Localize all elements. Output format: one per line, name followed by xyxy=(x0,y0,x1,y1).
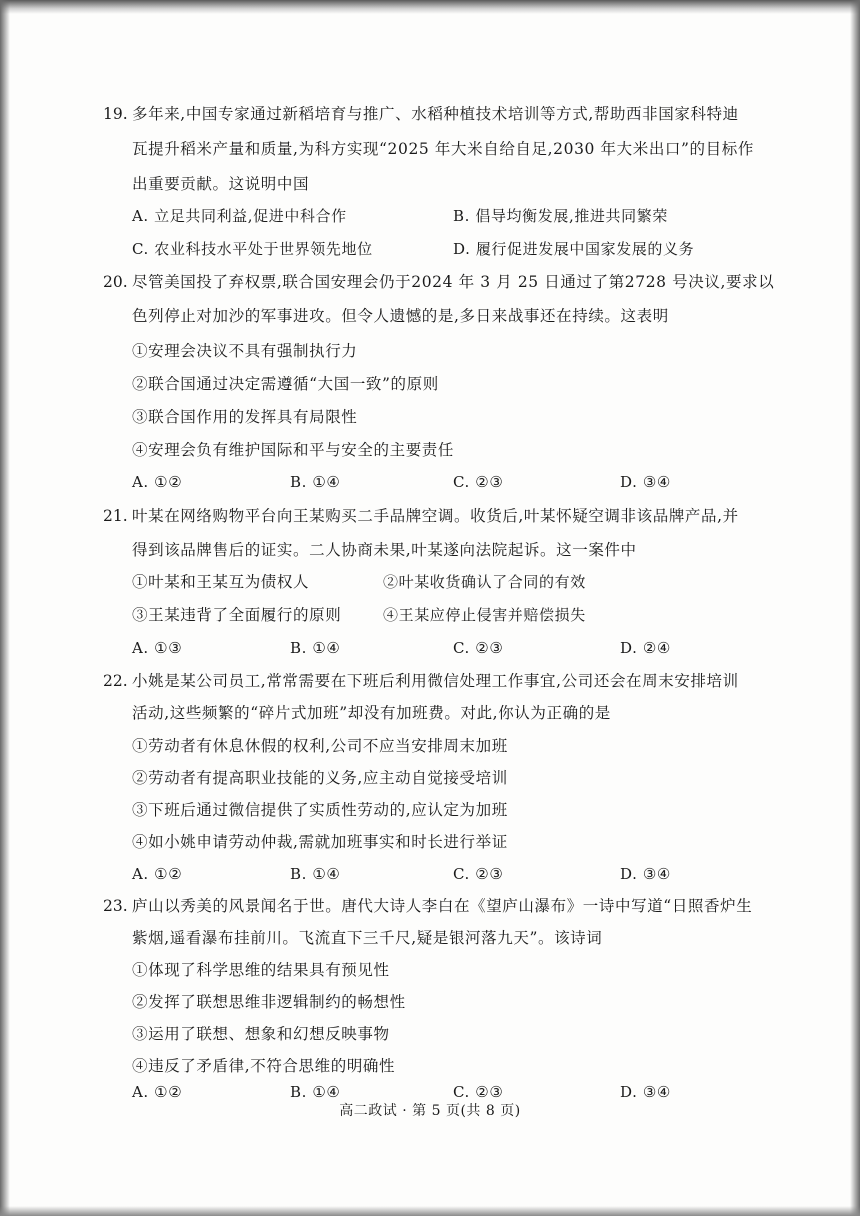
statement: ②劳动者有提高职业技能的义务,应主动自觉接受培训 xyxy=(132,769,508,787)
question-stem-line: 得到该品牌售后的证实。二人协商未果,叶某遂向法院起诉。这一案件中 xyxy=(132,541,637,559)
question-stem-line: 尽管美国投了弃权票,联合国安理会仍于2024 年 3 月 25 日通过了第2728 号决议,要求以 xyxy=(132,273,775,291)
question-number: 19. xyxy=(103,105,128,123)
option-a: A. ①② xyxy=(132,865,183,883)
statement: ②叶某收货确认了合同的有效 xyxy=(383,573,586,591)
question-number: 20. xyxy=(103,273,128,291)
scan-shadow-top xyxy=(0,0,860,14)
option-c: C. ②③ xyxy=(453,639,504,657)
statement: ④王某应停止侵害并赔偿损失 xyxy=(383,606,586,624)
option-b: B. 倡导均衡发展,推进共同繁荣 xyxy=(453,207,668,225)
question-stem-line: 出重要贡献。这说明中国 xyxy=(132,175,310,193)
option-a: A. ①③ xyxy=(132,639,183,657)
statement: ④违反了矛盾律,不符合思维的明确性 xyxy=(132,1057,396,1075)
question-stem-line: 小姚是某公司员工,常常需要在下班后利用微信处理工作事宜,公司还会在周末安排培训 xyxy=(132,672,739,690)
statement: ④如小姚申请劳动仲裁,需就加班事实和时长进行举证 xyxy=(132,833,508,851)
option-b: B. ①④ xyxy=(290,639,341,657)
option-b: B. ①④ xyxy=(290,473,341,491)
option-d: D. ③④ xyxy=(620,473,671,491)
question-stem-line: 庐山以秀美的风景闻名于世。唐代大诗人李白在《望庐山瀑布》一诗中写道“日照香炉生 xyxy=(132,897,753,915)
option-a: A. ①② xyxy=(132,1083,183,1101)
statement: ①安理会决议不具有强制执行力 xyxy=(132,342,358,360)
question-number: 23. xyxy=(103,897,128,915)
statement: ②发挥了联想思维非逻辑制约的畅想性 xyxy=(132,993,406,1011)
question-stem-line: 瓦提升稻米产量和质量,为科方实现“2025 年大米自给自足,2030 年大米出口”的目标作 xyxy=(132,140,754,158)
option-a: A. ①② xyxy=(132,473,183,491)
question-stem-line: 活动,这些频繁的“碎片式加班”却没有加班费。对此,你认为正确的是 xyxy=(132,704,611,722)
scan-shadow-bottom xyxy=(0,1206,860,1216)
option-d: D. ③④ xyxy=(620,865,671,883)
option-c: C. ②③ xyxy=(453,865,504,883)
question-number: 21. xyxy=(103,507,128,525)
statement: ①叶某和王某互为债权人 xyxy=(132,573,310,591)
statement: ③运用了联想、想象和幻想反映事物 xyxy=(132,1025,390,1043)
option-b: B. ①④ xyxy=(290,865,341,883)
scan-shadow-left xyxy=(0,0,10,1216)
option-d: D. ②④ xyxy=(620,639,671,657)
statement: ③下班后通过微信提供了实质性劳动的,应认定为加班 xyxy=(132,801,508,819)
option-c: C. ②③ xyxy=(453,473,504,491)
option-d: D. ③④ xyxy=(620,1083,671,1101)
question-stem-line: 多年来,中国专家通过新稻培育与推广、水稻种植技术培训等方式,帮助西非国家科特迪 xyxy=(132,105,739,123)
option-a: A. 立足共同利益,促进中科合作 xyxy=(132,207,347,225)
statement: ①劳动者有休息休假的权利,公司不应当安排周末加班 xyxy=(132,737,508,755)
statement: ④安理会负有维护国际和平与安全的主要责任 xyxy=(132,441,455,459)
statement: ②联合国通过决定需遵循“大国一致”的原则 xyxy=(132,375,439,393)
question-stem-line: 叶某在网络购物平台向王某购买二手品牌空调。收货后,叶某怀疑空调非该品牌产品,并 xyxy=(132,507,739,525)
question-stem-line: 色列停止对加沙的军事进攻。但令人遗憾的是,多日来战事还在持续。这表明 xyxy=(132,307,669,325)
statement: ③王某违背了全面履行的原则 xyxy=(132,606,342,624)
option-c: C. 农业科技水平处于世界领先地位 xyxy=(132,240,373,258)
page-footer: 高二政试 · 第 5 页(共 8 页) xyxy=(339,1103,521,1119)
question-number: 22. xyxy=(103,672,128,690)
option-d: D. 履行促进发展中国家发展的义务 xyxy=(453,240,695,258)
question-stem-line: 紫烟,遥看瀑布挂前川。飞流直下三千尺,疑是银河落九天”。该诗词 xyxy=(132,929,603,947)
statement: ①体现了科学思维的结果具有预见性 xyxy=(132,961,390,979)
option-c: C. ②③ xyxy=(453,1083,504,1101)
scan-shadow-right xyxy=(850,0,860,1216)
option-b: B. ①④ xyxy=(290,1083,341,1101)
statement: ③联合国作用的发挥具有局限性 xyxy=(132,408,358,426)
